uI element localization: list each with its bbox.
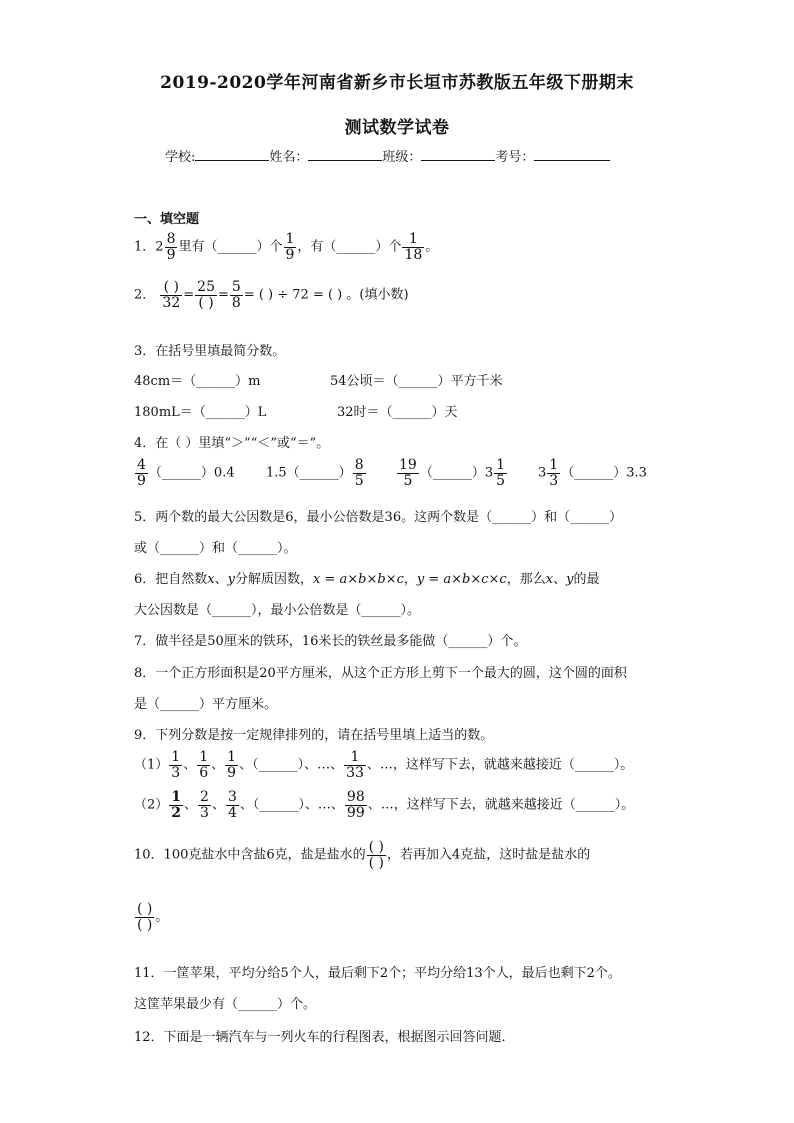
question-9: 9．下列分数是按一定规律排列的，请在括号里填上适当的数。 — [134, 728, 494, 743]
q10-fraction-blank-1[interactable]: $\frac{( )}{( )}$ — [368, 839, 385, 871]
q3-item-a: 48cm＝（______）m — [134, 374, 261, 389]
q2-rest: = ( ) ÷ 72 = ( ) 。(填小数) — [243, 287, 409, 303]
q1-fraction-1-9: $\frac{1}{9}$ — [285, 231, 295, 263]
q4-compare-a: $\frac{4}{9}$ （______）0.4 — [137, 457, 235, 489]
number-blank[interactable] — [534, 148, 610, 161]
class-label: 班级： — [382, 150, 422, 165]
question-1: 1．2 $\frac{8}{9}$ 里有（______）个 $\frac{1}{9}$ ，有（______）个 $\frac{1}{18}$ 。 — [134, 231, 439, 263]
question-11-line1: 11．一筐苹果，平均分给5个人，最后剩下2个；平均分给13个人，最后也剩下2个。 — [134, 966, 621, 981]
question-6-line2: 大公因数是（______），最小公倍数是（______）。 — [134, 603, 421, 618]
school-blank[interactable] — [195, 148, 269, 161]
q1-number: 1． — [134, 239, 156, 255]
question-10-line2: $\frac{( )}{( )}$ 。 — [137, 901, 169, 933]
name-label: 姓名： — [269, 150, 309, 165]
question-4: 4．在（ ）里填“＞”“＜”或“＝”。 — [134, 436, 330, 451]
q1-text-2: ，有（______）个 — [297, 239, 402, 255]
q9-row-2: （2） $\frac{1}{2}$ 、 $\frac{2}{3}$ 、 $\frac{3}{4}$ 、（______）、…、 $\frac{98}{99}$ 、…，这样写下去，就越来越接近（______）。 — [134, 789, 635, 821]
student-info-line — [165, 146, 610, 165]
q1-fraction-1-18: $\frac{1}{18}$ — [404, 231, 423, 263]
q1-whole: 2 — [155, 239, 164, 255]
q2-fraction-5-8: $\frac{5}{8}$ — [231, 279, 241, 311]
question-11-line2: 这筐苹果最少有（______）个。 — [134, 997, 317, 1012]
section-title-fill-blanks: 一、填空题 — [134, 212, 200, 227]
question-7: 7．做半径是50厘米的铁环，16米长的铁丝最多能做（______）个。 — [134, 634, 527, 649]
q4-compare-c: $\frac{19}{5}$ （______）3 $\frac{1}{5}$ — [399, 457, 506, 489]
name-blank[interactable] — [308, 148, 382, 161]
q10-fraction-blank-2[interactable]: $\frac{( )}{( )}$ — [137, 901, 153, 933]
exam-title-line2: 测试数学试卷 — [344, 118, 450, 138]
q3-item-c: 180mL＝（______）L — [134, 405, 267, 420]
question-10-line1: 10．100克盐水中含盐6克，盐是盐水的 $\frac{( )}{( )}$ ，若再加入4克盐，这时盐是盐水的 — [134, 839, 591, 871]
q3-item-d: 32时＝（______）天 — [337, 405, 458, 420]
question-12: 12．下面是一辆汽车与一列火车的行程图表，根据图示回答问题． — [134, 1030, 515, 1045]
question-8-line1: 8．一个正方形面积是20平方厘米，从这个正方形上剪下一个最大的圆，这个圆的面积 — [134, 666, 627, 681]
number-label: 考号： — [495, 150, 535, 165]
class-blank[interactable] — [421, 148, 495, 161]
q2-fraction-1: $\frac{( )}{32}$ — [162, 279, 181, 311]
q4-compare-d: 3 $\frac{1}{3}$ （______）3.3 — [538, 457, 647, 489]
question-8-line2: 是（______）平方厘米。 — [134, 697, 278, 712]
q2-fraction-2: $\frac{25}{( )}$ — [197, 279, 215, 311]
school-label: 学校: — [165, 150, 196, 165]
q4-compare-b: 1.5（______） $\frac{8}{5}$ — [266, 457, 364, 489]
exam-title-line1: 2019-2020学年河南省新乡市长垣市苏教版五年级下册期末 — [160, 73, 634, 93]
q2-number: 2． — [134, 287, 156, 303]
q1-text-1: 里有（______）个 — [178, 239, 283, 255]
question-6-line1: 6．把自然数x、y分解质因数，x = a×b×b×c，y = a×b×c×c，那么x、y的最 — [134, 572, 600, 587]
q1-fraction: $\frac{8}{9}$ — [166, 231, 176, 263]
question-5-line2: 或（______）和（______）。 — [134, 541, 297, 556]
question-3: 3．在括号里填最简分数。 — [134, 344, 286, 359]
q3-item-b: 54公顷＝（______）平方千米 — [330, 374, 503, 389]
question-5-line1: 5．两个数的最大公因数是6，最小公倍数是36。这两个数是（______）和（______） — [134, 510, 623, 525]
q1-mixed-number — [155, 232, 178, 262]
q9-row-1: （1） $\frac{1}{3}$ 、 $\frac{1}{6}$ 、 $\frac{1}{9}$ 、（______）、…、 $\frac{1}{33}$ 、…，这样写下去，就越来越接近（______）。 — [134, 749, 634, 781]
question-2: 2． $\frac{( )}{32}$ = $\frac{25}{( )}$ = $\frac{5}{8}$ = ( ) ÷ 72 = ( ) 。(填小数) — [134, 279, 409, 311]
